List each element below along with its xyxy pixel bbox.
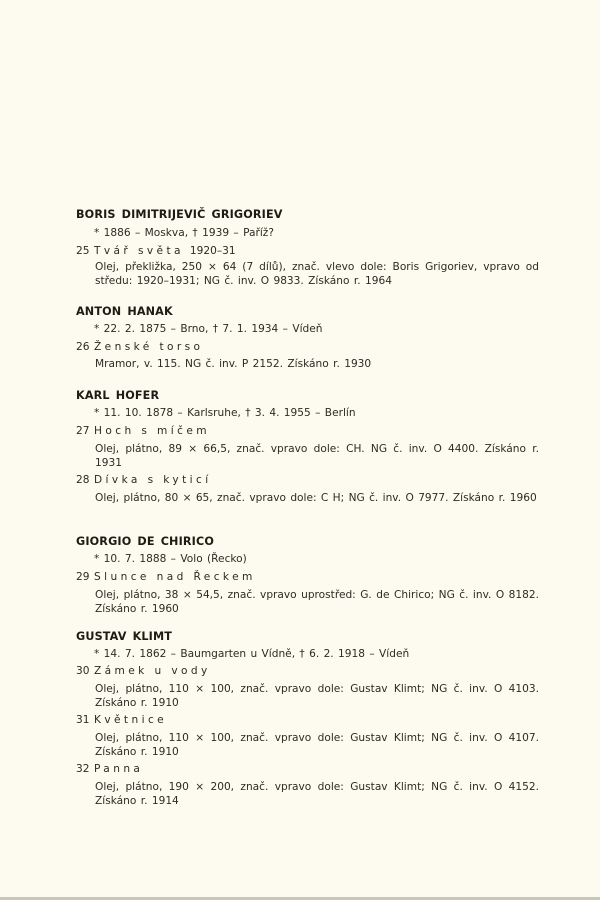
item-title: Slunce nad Řeckem: [94, 571, 256, 583]
item-title: Dívka s kyticí: [94, 474, 212, 486]
item-title: Hoch s míčem: [94, 425, 210, 437]
item-description: Olej, plátno, 110 × 100, znač. vpravo dole: Gustav Klimt; NG č. inv. O 4103. Získáno r. 1910: [95, 683, 539, 709]
item-number: 32: [76, 763, 90, 775]
item-description: Olej, plátno, 110 × 100, znač. vpravo dole: Gustav Klimt; NG č. inv. O 4107. Získáno r. 1910: [95, 732, 539, 758]
item-title: Ženské torso: [94, 341, 204, 353]
item-number: 30: [76, 665, 90, 677]
artist-life-dates: * 1886 – Moskva, † 1939 – Paříž?: [94, 227, 274, 239]
item-number: 26: [76, 341, 90, 353]
artist-name: KARL HOFER: [76, 389, 160, 402]
artist-life-dates: * 11. 10. 1878 – Karlsruhe, † 3. 4. 1955 – Berlín: [94, 407, 356, 419]
item-number: 28: [76, 474, 90, 486]
item-title: Květnice: [94, 714, 168, 726]
item-description: Olej, plátno, 38 × 54,5, znač. vpravo uprostřed: G. de Chirico; NG č. inv. O 8182. Získáno r. 1960: [95, 589, 539, 615]
artist-life-dates: * 10. 7. 1888 – Volo (Řecko): [94, 553, 247, 565]
item-title: Zámek u vody: [94, 665, 211, 677]
artist-name: GUSTAV KLIMT: [76, 630, 173, 643]
item-description: Olej, překližka, 250 × 64 (7 dílů), znač. vlevo dole: Boris Grigoriev, vpravo od středu: 1920–1931; NG č. inv. O 9833. Získáno r. 1964: [95, 261, 539, 287]
artist-name: ANTON HANAK: [76, 305, 173, 318]
artist-life-dates: * 14. 7. 1862 – Baumgarten u Vídně, † 6. 2. 1918 – Vídeň: [94, 648, 410, 660]
item-year: 1920–31: [189, 245, 236, 257]
item-description: Olej, plátno, 190 × 200, znač. vpravo dole: Gustav Klimt; NG č. inv. O 4152. Získáno r. 1914: [95, 781, 539, 807]
item-description: Olej, plátno, 80 × 65, znač. vpravo dole: C H; NG č. inv. O 7977. Získáno r. 1960: [95, 492, 537, 504]
item-title: Tvář světa: [94, 245, 184, 257]
artist-name: GIORGIO DE CHIRICO: [76, 535, 214, 548]
item-description: Olej, plátno, 89 × 66,5, znač. vpravo dole: CH. NG č. inv. O 4400. Získáno r. 1931: [95, 443, 539, 469]
item-number: 29: [76, 571, 90, 583]
item-number: 27: [76, 425, 90, 437]
item-description: Mramor, v. 115. NG č. inv. P 2152. Získáno r. 1930: [95, 358, 372, 370]
item-title: Panna: [94, 763, 144, 775]
item-number: 25: [76, 245, 90, 257]
item-number: 31: [76, 714, 90, 726]
artist-name: BORIS DIMITRIJEVIČ GRIGORIEV: [76, 208, 283, 221]
artist-life-dates: * 22. 2. 1875 – Brno, † 7. 1. 1934 – Vídeň: [94, 323, 323, 335]
